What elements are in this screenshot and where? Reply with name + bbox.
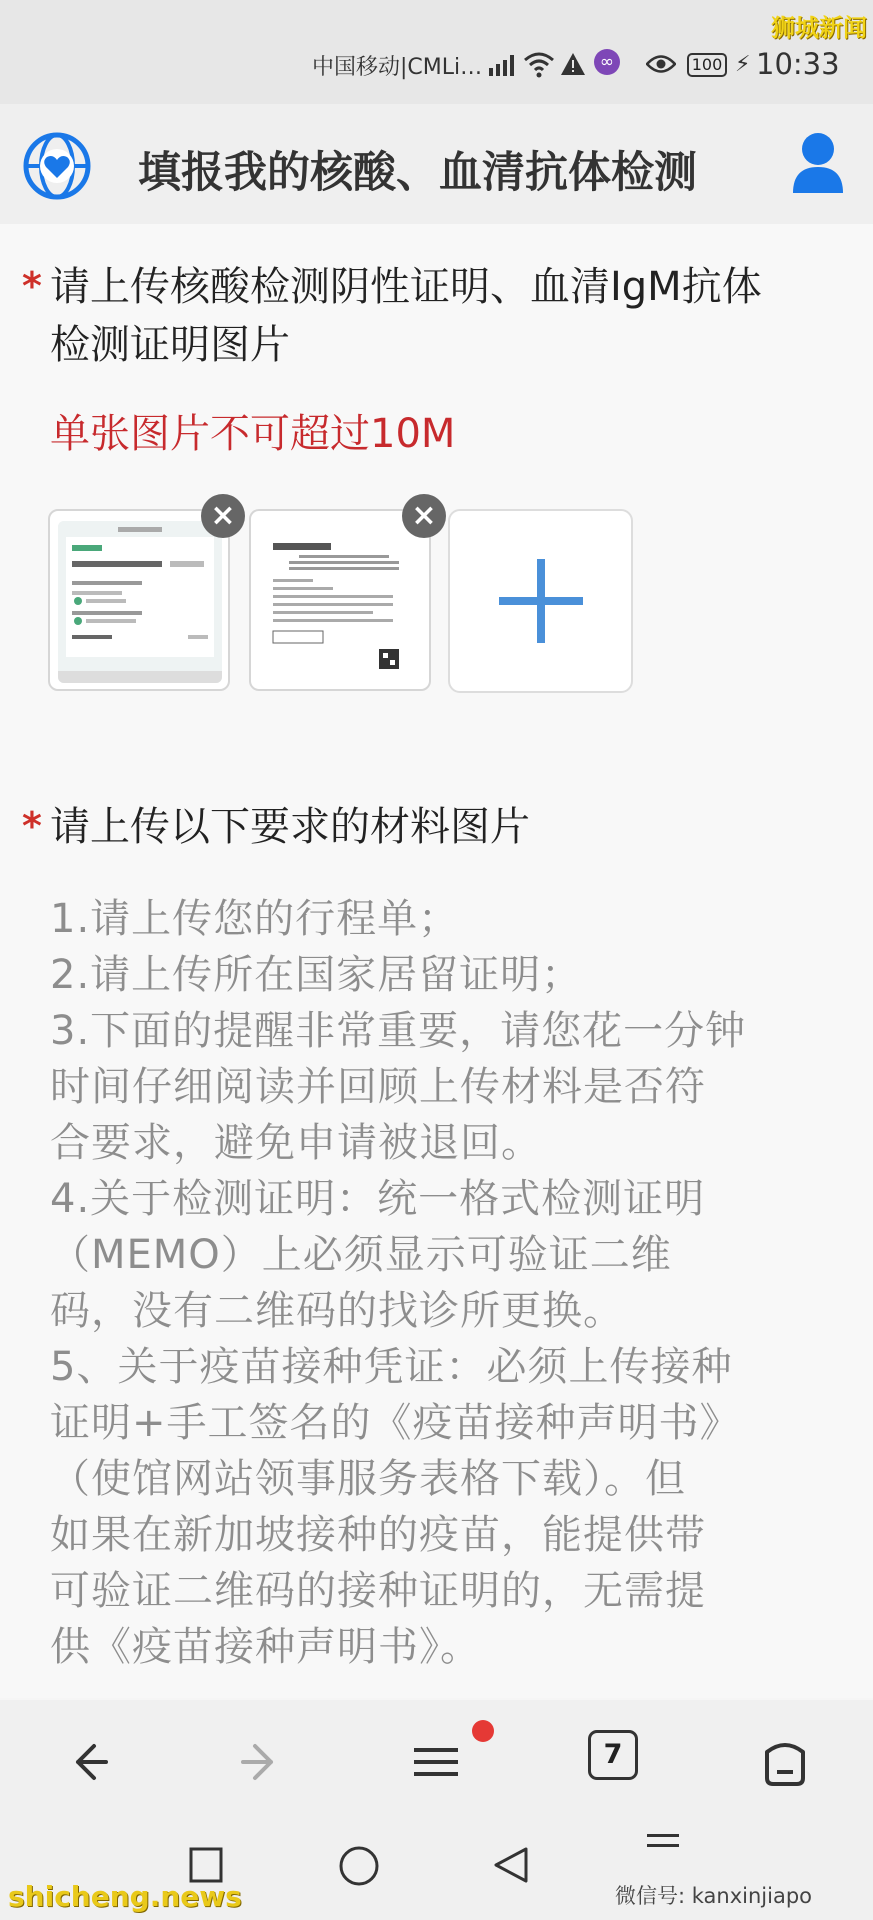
user-profile-icon[interactable] — [789, 131, 847, 195]
page-title: 填报我的核酸、血清抗体检测 — [138, 148, 697, 198]
watermark-bottom-left: shicheng.news — [8, 1880, 242, 1913]
uploaded-image-thumbnail[interactable] — [249, 509, 431, 691]
tabs-button[interactable]: 7 — [588, 1730, 638, 1780]
add-image-button[interactable] — [448, 509, 633, 693]
menu-icon[interactable] — [408, 1734, 464, 1790]
watermark-top: 狮城新闻 — [771, 14, 867, 42]
instructions-text — [50, 891, 830, 1675]
instruction-line: 码，没有二维码的找诊所更换。 — [50, 1288, 624, 1334]
instruction-line: 合要求，避免申请被退回。 — [50, 1120, 542, 1166]
notification-dot — [472, 1720, 494, 1742]
remove-image-2-button[interactable]: × — [402, 494, 446, 538]
upload-test-label-line2: 检测证明图片 — [50, 322, 290, 368]
upload-materials-label: 请上传以下要求的材料图片 — [50, 804, 530, 850]
charging-icon: ⚡ — [735, 52, 751, 77]
required-mark: * — [22, 804, 42, 848]
home-icon[interactable] — [757, 1734, 813, 1790]
eye-icon — [646, 53, 676, 75]
recent-apps-icon[interactable] — [188, 1845, 224, 1885]
signal-icon — [488, 54, 516, 76]
instruction-line: 2.请上传所在国家居留证明； — [50, 952, 583, 998]
phone-screenshot-image — [58, 521, 222, 683]
instruction-line: 供《疫苗接种声明书》。 — [50, 1624, 481, 1670]
carrier-label: 中国移动|CMLi… — [312, 55, 483, 80]
instruction-line: （MEMO）上必须显示可验证二维 — [50, 1232, 672, 1278]
uploaded-image-thumbnail[interactable] — [48, 509, 230, 691]
form-content — [0, 224, 873, 1698]
heart-shield-logo-icon — [22, 131, 92, 201]
system-home-icon[interactable] — [338, 1845, 380, 1887]
size-limit-note: 单张图片不可超过10M — [50, 411, 456, 457]
forward-arrow-icon[interactable] — [233, 1734, 289, 1790]
instruction-line: 可验证二维码的接种证明的，无需提 — [50, 1568, 706, 1614]
watermark-bottom-right: 微信号: kanxinjiapo — [615, 1884, 813, 1908]
browser-toolbar — [0, 1700, 873, 1822]
clock: 10:33 — [756, 47, 840, 81]
battery-indicator: 100 — [687, 53, 727, 77]
system-back-icon[interactable] — [492, 1845, 530, 1885]
instruction-line: 3.下面的提醒非常重要，请您花一分钟 — [50, 1008, 747, 1054]
medical-report-image — [259, 521, 423, 683]
app-header — [0, 104, 873, 224]
instruction-line: 证明+手工签名的《疫苗接种声明书》 — [50, 1400, 741, 1446]
upload-test-label-line1: 请上传核酸检测阴性证明、血清IgM抗体 — [50, 264, 762, 310]
instruction-line: （使馆网站领事服务表格下载）。但 — [50, 1456, 686, 1502]
instruction-line: 1.请上传您的行程单； — [50, 896, 460, 942]
infinity-app-icon: ∞ — [594, 49, 620, 75]
instruction-line: 如果在新加坡接种的疫苗，能提供带 — [50, 1512, 706, 1558]
status-bar — [0, 0, 873, 104]
back-arrow-icon[interactable] — [60, 1734, 116, 1790]
plus-icon — [499, 559, 583, 643]
assistant-handle-icon[interactable] — [645, 1832, 681, 1852]
required-mark: * — [22, 264, 42, 308]
instruction-line: 时间仔细阅读并回顾上传材料是否符 — [50, 1064, 706, 1110]
instruction-line: 5、关于疫苗接种凭证：必须上传接种 — [50, 1344, 733, 1390]
wifi-icon — [522, 50, 556, 78]
remove-image-1-button[interactable]: × — [201, 494, 245, 538]
instruction-line: 4.关于检测证明：统一格式检测证明 — [50, 1176, 706, 1222]
warning-icon — [560, 52, 586, 76]
